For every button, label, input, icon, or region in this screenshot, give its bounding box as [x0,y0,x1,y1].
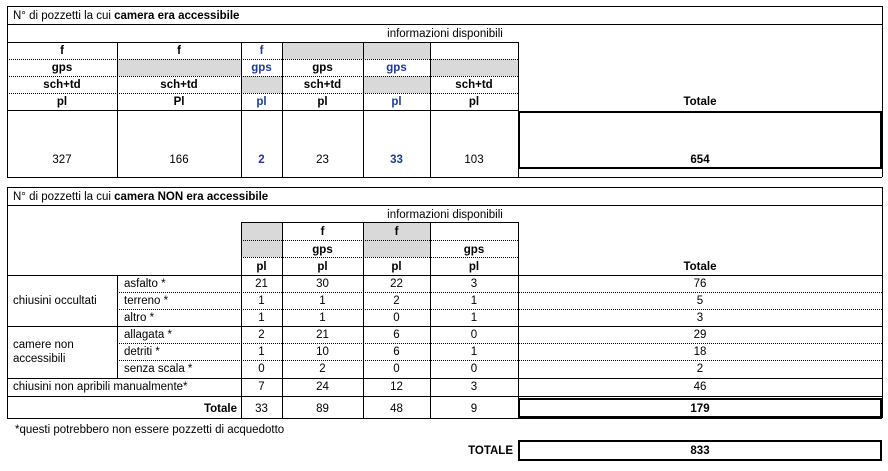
shaded-cell [241,223,282,240]
table2-value: 0 [470,329,478,341]
table2-value: 2 [393,295,400,307]
col-flag-pl: pl [391,96,402,108]
row-total: 5 [696,295,704,307]
col-flag-gps: gps [51,62,73,74]
col-flag-f: f [177,45,181,57]
row-total: 18 [693,346,707,358]
table2-total-header: Totale [683,261,717,273]
col-flag-pl: pl [256,96,267,108]
table2-value: 30 [316,278,329,290]
col-flag-pl: pl [468,96,480,108]
grid-line [7,110,518,111]
col-flag-gps: gps [251,62,272,74]
shaded-cell [241,240,282,257]
grid-line [117,360,882,361]
row-total: 2 [696,363,704,375]
table2-value: 0 [258,363,265,375]
table2-value: 1 [258,295,265,307]
col-flag-pl: Pl [173,96,185,108]
col-flag-pl: pl [468,261,480,273]
grid-line [882,6,883,177]
table2-value: 6 [393,346,400,358]
table2-value: 0 [393,312,400,324]
table2-value: 1 [319,312,326,324]
grid-line [117,292,882,293]
table2-grand-value: 179 [690,403,710,415]
table2-value: 12 [390,381,403,393]
row-total: 29 [693,329,707,341]
grid-line [117,343,882,344]
row-sublabel: terreno * [124,295,169,307]
col-flag-schtd: sch+td [455,79,493,91]
row-sublabel: senza scala * [124,363,193,375]
grid-line [7,24,882,25]
table2-value: 22 [390,278,403,290]
grid-line [7,76,518,77]
table1-total-value: 654 [690,154,710,166]
totals-row-label: Totale [203,403,237,415]
row-total: 46 [693,381,707,393]
table2-total-value: 48 [390,403,403,415]
table2-total-value: 9 [470,403,478,415]
table2-value: 1 [319,295,326,307]
grid-line [117,309,882,310]
table1-value: 327 [52,154,72,166]
shaded-cell [118,59,241,76]
row-sublabel: asfalto * [124,278,166,290]
table1-value: 33 [390,154,403,166]
table2-value: 10 [316,346,329,358]
table2-value: 3 [470,381,478,393]
grid-line [7,418,882,419]
grid-line [7,59,518,60]
col-flag-f: f [259,45,264,57]
grid-line [7,396,882,397]
col-flag-pl: pl [317,261,328,273]
col-flag-f: f [60,45,64,57]
shaded-cell [364,240,430,257]
grid-line [882,187,883,418]
table1-value: 166 [169,154,189,166]
shaded-cell [364,76,430,93]
grand-total-label: TOTALE [468,445,513,457]
col-flag-gps: gps [463,244,485,256]
table1-value: 2 [258,154,265,166]
col-flag-f: f [320,226,325,238]
table2-value: 2 [319,363,326,375]
grid-line [7,177,882,178]
table2-value: 0 [470,363,478,375]
grid-line [7,93,518,94]
table2-value: 1 [258,346,265,358]
group-label: camere non [13,339,74,351]
table2-value: 24 [316,381,329,393]
grid-line [7,6,882,7]
col-flag-schtd: sch+td [43,79,81,91]
table1-title: N° di pozzetti la cui camera era accessibile [13,10,240,22]
grid-line [7,205,882,206]
table2-value: 0 [393,363,400,375]
table2-value: 21 [255,278,268,290]
table2-value: 1 [470,346,478,358]
row-sublabel: detriti * [124,346,160,358]
col-flag-gps: gps [312,244,333,256]
row-total: 76 [693,278,707,290]
row-sublabel: altro * [124,312,155,324]
row-total: 3 [696,312,704,324]
table1-header: informazioni disponibili [387,28,503,40]
grid-line [7,275,882,276]
col-flag-pl: pl [56,96,68,108]
col-flag-pl: pl [256,261,267,273]
table2-title: N° di pozzetti la cui camera NON era accessibile [13,191,269,203]
table1-total-label: Totale [683,96,717,108]
table2-value: 1 [258,312,265,324]
table1-value: 23 [316,154,329,166]
table2-value: 3 [470,278,478,290]
table2-value: 1 [470,295,478,307]
col-flag-pl: pl [317,96,328,108]
grid-line [7,378,882,379]
shaded-cell [241,76,282,93]
col-flag-gps: gps [386,62,407,74]
table1-value: 103 [464,154,484,166]
shaded-cell [282,42,430,59]
table2-total-value: 89 [316,403,329,415]
col-flag-f: f [394,226,399,238]
manual-row-label: chiusini non apribili manualmente* [13,381,188,393]
grid-line [7,187,8,418]
grid-line [117,275,118,378]
col-flag-schtd: sch+td [160,79,198,91]
table2-value: 6 [393,329,400,341]
grand-total-value: 833 [690,445,710,457]
grid-line [7,326,882,327]
group-label: chiusini occultati [13,295,97,307]
col-flag-schtd: sch+td [303,79,342,91]
col-flag-gps: gps [312,62,333,74]
table2-header: informazioni disponibili [387,209,503,221]
grid-line [7,187,882,188]
table2-value: 2 [258,329,265,341]
group-label: accessibili [13,353,66,365]
table2-value: 21 [316,329,329,341]
table2-value: 1 [470,312,478,324]
row-sublabel: allagata * [124,329,172,341]
footnote: *questi potrebbero non essere pozzetti di acquedotto [15,424,285,436]
grid-line [7,42,518,43]
col-flag-pl: pl [391,261,402,273]
table2-value: 7 [258,381,265,393]
shaded-cell [431,59,518,76]
table2-total-value: 33 [255,403,268,415]
